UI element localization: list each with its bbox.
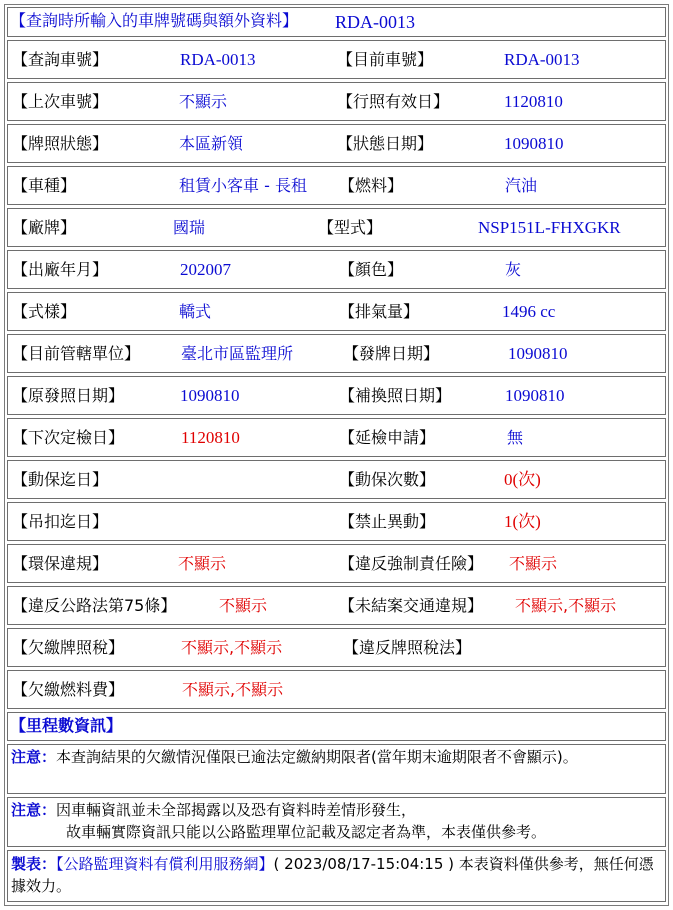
info-row [7, 544, 666, 583]
body-style-label: 【式樣】 [12, 302, 77, 321]
brand-label: 【廠牌】 [12, 218, 77, 237]
ban-change-value: 1(次) [504, 512, 541, 531]
unpaid-plate-tax-value: 不顯示,不顯示 [181, 638, 283, 657]
note-box [7, 797, 666, 847]
unpaid-plate-tax-label: 【欠繳牌照稅】 [12, 638, 125, 657]
issue-date-label: 【發牌日期】 [343, 344, 440, 363]
note-1-body: 本查詢結果的欠繳情況僅限已逾法定繳納期限者(當年期末逾期限者不會顯示)。 [56, 748, 578, 766]
note-box [7, 744, 666, 794]
footer-note [11, 853, 656, 897]
info-row [7, 334, 666, 373]
traffic-unsettled-label: 【未結案交通違規】 [339, 596, 484, 615]
info-row [7, 124, 666, 163]
info-row [7, 166, 666, 205]
vehicle-type-label: 【車種】 [12, 176, 77, 195]
note-1 [11, 746, 659, 768]
current-plate-value: RDA-0013 [504, 50, 580, 69]
ban-change-label: 【禁止異動】 [339, 512, 436, 531]
info-row [7, 670, 666, 709]
status-date-value: 1090810 [504, 134, 564, 153]
info-row [7, 208, 666, 247]
license-valid-label: 【行照有效日】 [337, 92, 450, 111]
footer-rest: ( 2023/08/17-15:04:15 ) 本表資料僅供參考，無任何憑據效力。 [11, 855, 654, 895]
reissue-label: 【補換照日期】 [339, 386, 452, 405]
env-violation-label: 【環保違規】 [12, 554, 109, 573]
orig-license-value: 1090810 [180, 386, 240, 405]
unpaid-fuel-label: 【欠繳燃料費】 [12, 680, 125, 699]
fuel-label: 【燃料】 [339, 176, 404, 195]
info-row [7, 82, 666, 121]
title-row [7, 7, 666, 37]
authority-label: 【目前管轄單位】 [12, 344, 141, 363]
orig-license-label: 【原發照日期】 [12, 386, 125, 405]
note-2-head: 注意： [11, 801, 57, 819]
next-inspect-label: 【下次定檢日】 [12, 428, 125, 447]
info-row [7, 292, 666, 331]
footer-service-link[interactable]: 【公路監理資料有償利用服務網】 [56, 855, 274, 873]
report-title: 【查詢時所輸入的車牌號碼與額外資料】 [10, 11, 299, 30]
info-row [7, 40, 666, 79]
color-value: 灰 [505, 260, 522, 279]
seize-until-label: 【吊扣迄日】 [12, 512, 109, 531]
env-violation-value: 不顯示 [178, 554, 227, 573]
traffic-unsettled-value: 不顯示,不顯示 [515, 596, 617, 615]
note-2-line-1: 因車輛資訊並未全部揭露以及恐有資料時差情形發生， [56, 801, 417, 819]
mileage-label: 【里程數資訊】 [10, 716, 123, 735]
mileage-row [7, 712, 666, 741]
note-1-head: 注意： [11, 748, 57, 766]
info-row [7, 250, 666, 289]
mfg-date-label: 【出廠年月】 [12, 260, 109, 279]
query-plate-label: 【查詢車號】 [12, 50, 109, 69]
highway75-value: 不顯示 [219, 596, 268, 615]
mortgage-count-value: 0(次) [504, 470, 541, 489]
next-inspect-value: 1120810 [181, 428, 240, 447]
info-row [7, 460, 666, 499]
fuel-value: 汽油 [505, 176, 538, 195]
color-label: 【顏色】 [339, 260, 404, 279]
unpaid-fuel-value: 不顯示,不顯示 [182, 680, 284, 699]
footer-box [7, 850, 666, 902]
note-2-line-2: 故車輛實際資訊只能以公路監理單位記載及認定者為準，本表僅供參考。 [66, 823, 547, 841]
info-row [7, 586, 666, 625]
vehicle-type-value: 租賃小客車 - 長租 [179, 176, 307, 195]
authority-value: 臺北市區監理所 [181, 344, 294, 363]
prev-plate-value: 不顯示 [179, 92, 228, 111]
license-valid-value: 1120810 [504, 92, 563, 111]
brand-value: 國瑞 [173, 218, 206, 237]
info-row [7, 418, 666, 457]
inspect-ext-value: 無 [507, 428, 524, 447]
prev-plate-label: 【上次車號】 [12, 92, 109, 111]
insurance-violation-label: 【違反強制責任險】 [339, 554, 484, 573]
body-style-value: 轎式 [179, 302, 212, 321]
info-row [7, 628, 666, 667]
info-row [7, 376, 666, 415]
highway75-label: 【違反公路法第75條】 [12, 596, 177, 615]
insurance-violation-value: 不顯示 [509, 554, 558, 573]
plate-status-label: 【牌照狀態】 [12, 134, 109, 153]
mortgage-count-label: 【動保次數】 [339, 470, 436, 489]
model-label: 【型式】 [318, 218, 383, 237]
status-date-label: 【狀態日期】 [337, 134, 434, 153]
reissue-value: 1090810 [505, 386, 565, 405]
plate-tax-violation-label: 【違反牌照稅法】 [343, 638, 472, 657]
note-2 [11, 799, 661, 843]
mortgage-until-label: 【動保迄日】 [12, 470, 109, 489]
current-plate-label: 【目前車號】 [337, 50, 434, 69]
query-plate-value: RDA-0013 [180, 50, 256, 69]
plate-status-value: 本區新領 [179, 134, 244, 153]
displacement-label: 【排氣量】 [339, 302, 420, 321]
inspect-ext-label: 【延檢申請】 [339, 428, 436, 447]
displacement-value: 1496 cc [502, 302, 556, 321]
mfg-date-value: 202007 [180, 260, 231, 279]
footer-head: 製表： [11, 855, 57, 873]
info-row [7, 502, 666, 541]
report-title-plate: RDA-0013 [335, 12, 415, 32]
issue-date-value: 1090810 [508, 344, 568, 363]
model-value: NSP151L-FHXGKR [478, 218, 621, 237]
